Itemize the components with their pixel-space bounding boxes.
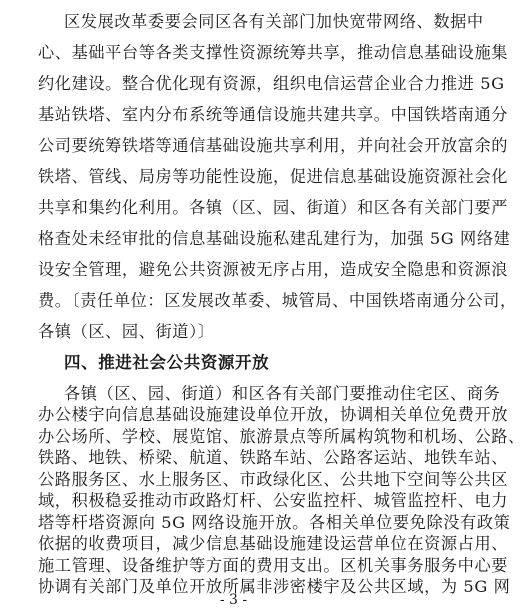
paragraph-line: 设安全管理，避免公共资源被无序占用，造成安全隐患和资源浪: [38, 260, 509, 279]
paragraph-line: 办公楼宇向信息基础设施建设单位开放，协调相关单位免费开放: [38, 405, 509, 425]
paragraph-line: 约化建设。整合优化现有资源，组织电信运营企业合力推进 5G: [38, 74, 505, 93]
paragraph-line: 公司要统筹铁塔等通信基础设施共享利用，并向社会开放富余的: [38, 136, 509, 155]
paragraph-line: 铁塔、管线、局房等功能性设施，促进信息基础设施资源社会化: [38, 167, 509, 186]
paragraph-line: 费。〔责任单位：区发展改革委、城管局、中国铁塔南通分公司，: [38, 291, 517, 310]
paragraph-line: 铁路、地铁、桥梁、航道、铁路车站、公路客运站、地铁车站、: [38, 448, 509, 468]
paragraph-line: 依据的收费项目，减少信息基础设施建设运营单位在资源占用、: [38, 534, 509, 554]
paragraph-line: 域，积极稳妥推动市政路灯杆、公安监控杆、城管监控杆、电力: [38, 491, 509, 511]
paragraph-line: 公路服务区、水上服务区、市政绿化区、公共地下空间等公共区: [38, 469, 509, 489]
paragraph-line: 共享和集约化利用。各镇（区、园、街道）和区各有关部门要严: [38, 198, 509, 217]
paragraph-line: 基站铁塔、室内分布系统等通信设施共建共享。中国铁塔南通分: [38, 105, 509, 124]
paragraph-line: 协调有关部门及单位开放所属非涉密楼宇及公共区域，为 5G 网: [38, 577, 511, 596]
section-heading: 四、推进社会公共资源开放: [64, 353, 270, 372]
paragraph-line: 各镇（区、园、街道）和区各有关部门要推动住宅区、商务: [64, 384, 501, 403]
page-number: - 3 -: [219, 592, 248, 608]
paragraph-line: 塔等杆塔资源向 5G 网络设施开放。各相关单位要免除没有政策: [38, 512, 511, 532]
paragraph-line: 各镇（区、园、街道）〕: [38, 322, 215, 341]
paragraph-line: 心、基础平台等各类支撑性资源统筹共享，推动信息基础设施集: [38, 43, 509, 62]
paragraph-line: 格查处未经审批的信息基础设施私建乱建行为，加强 5G 网络建: [38, 229, 511, 248]
paragraph-line: 办公场所、学校、展览馆、旅游景点等所属构筑物和机场、公路、: [38, 426, 525, 446]
paragraph-line: 区发展改革委要会同区各有关部门加快宽带网络、数据中: [64, 12, 484, 31]
paragraph-line: 施工管理、设备维护等方面的费用支出。区机关事务服务中心要: [38, 555, 509, 575]
